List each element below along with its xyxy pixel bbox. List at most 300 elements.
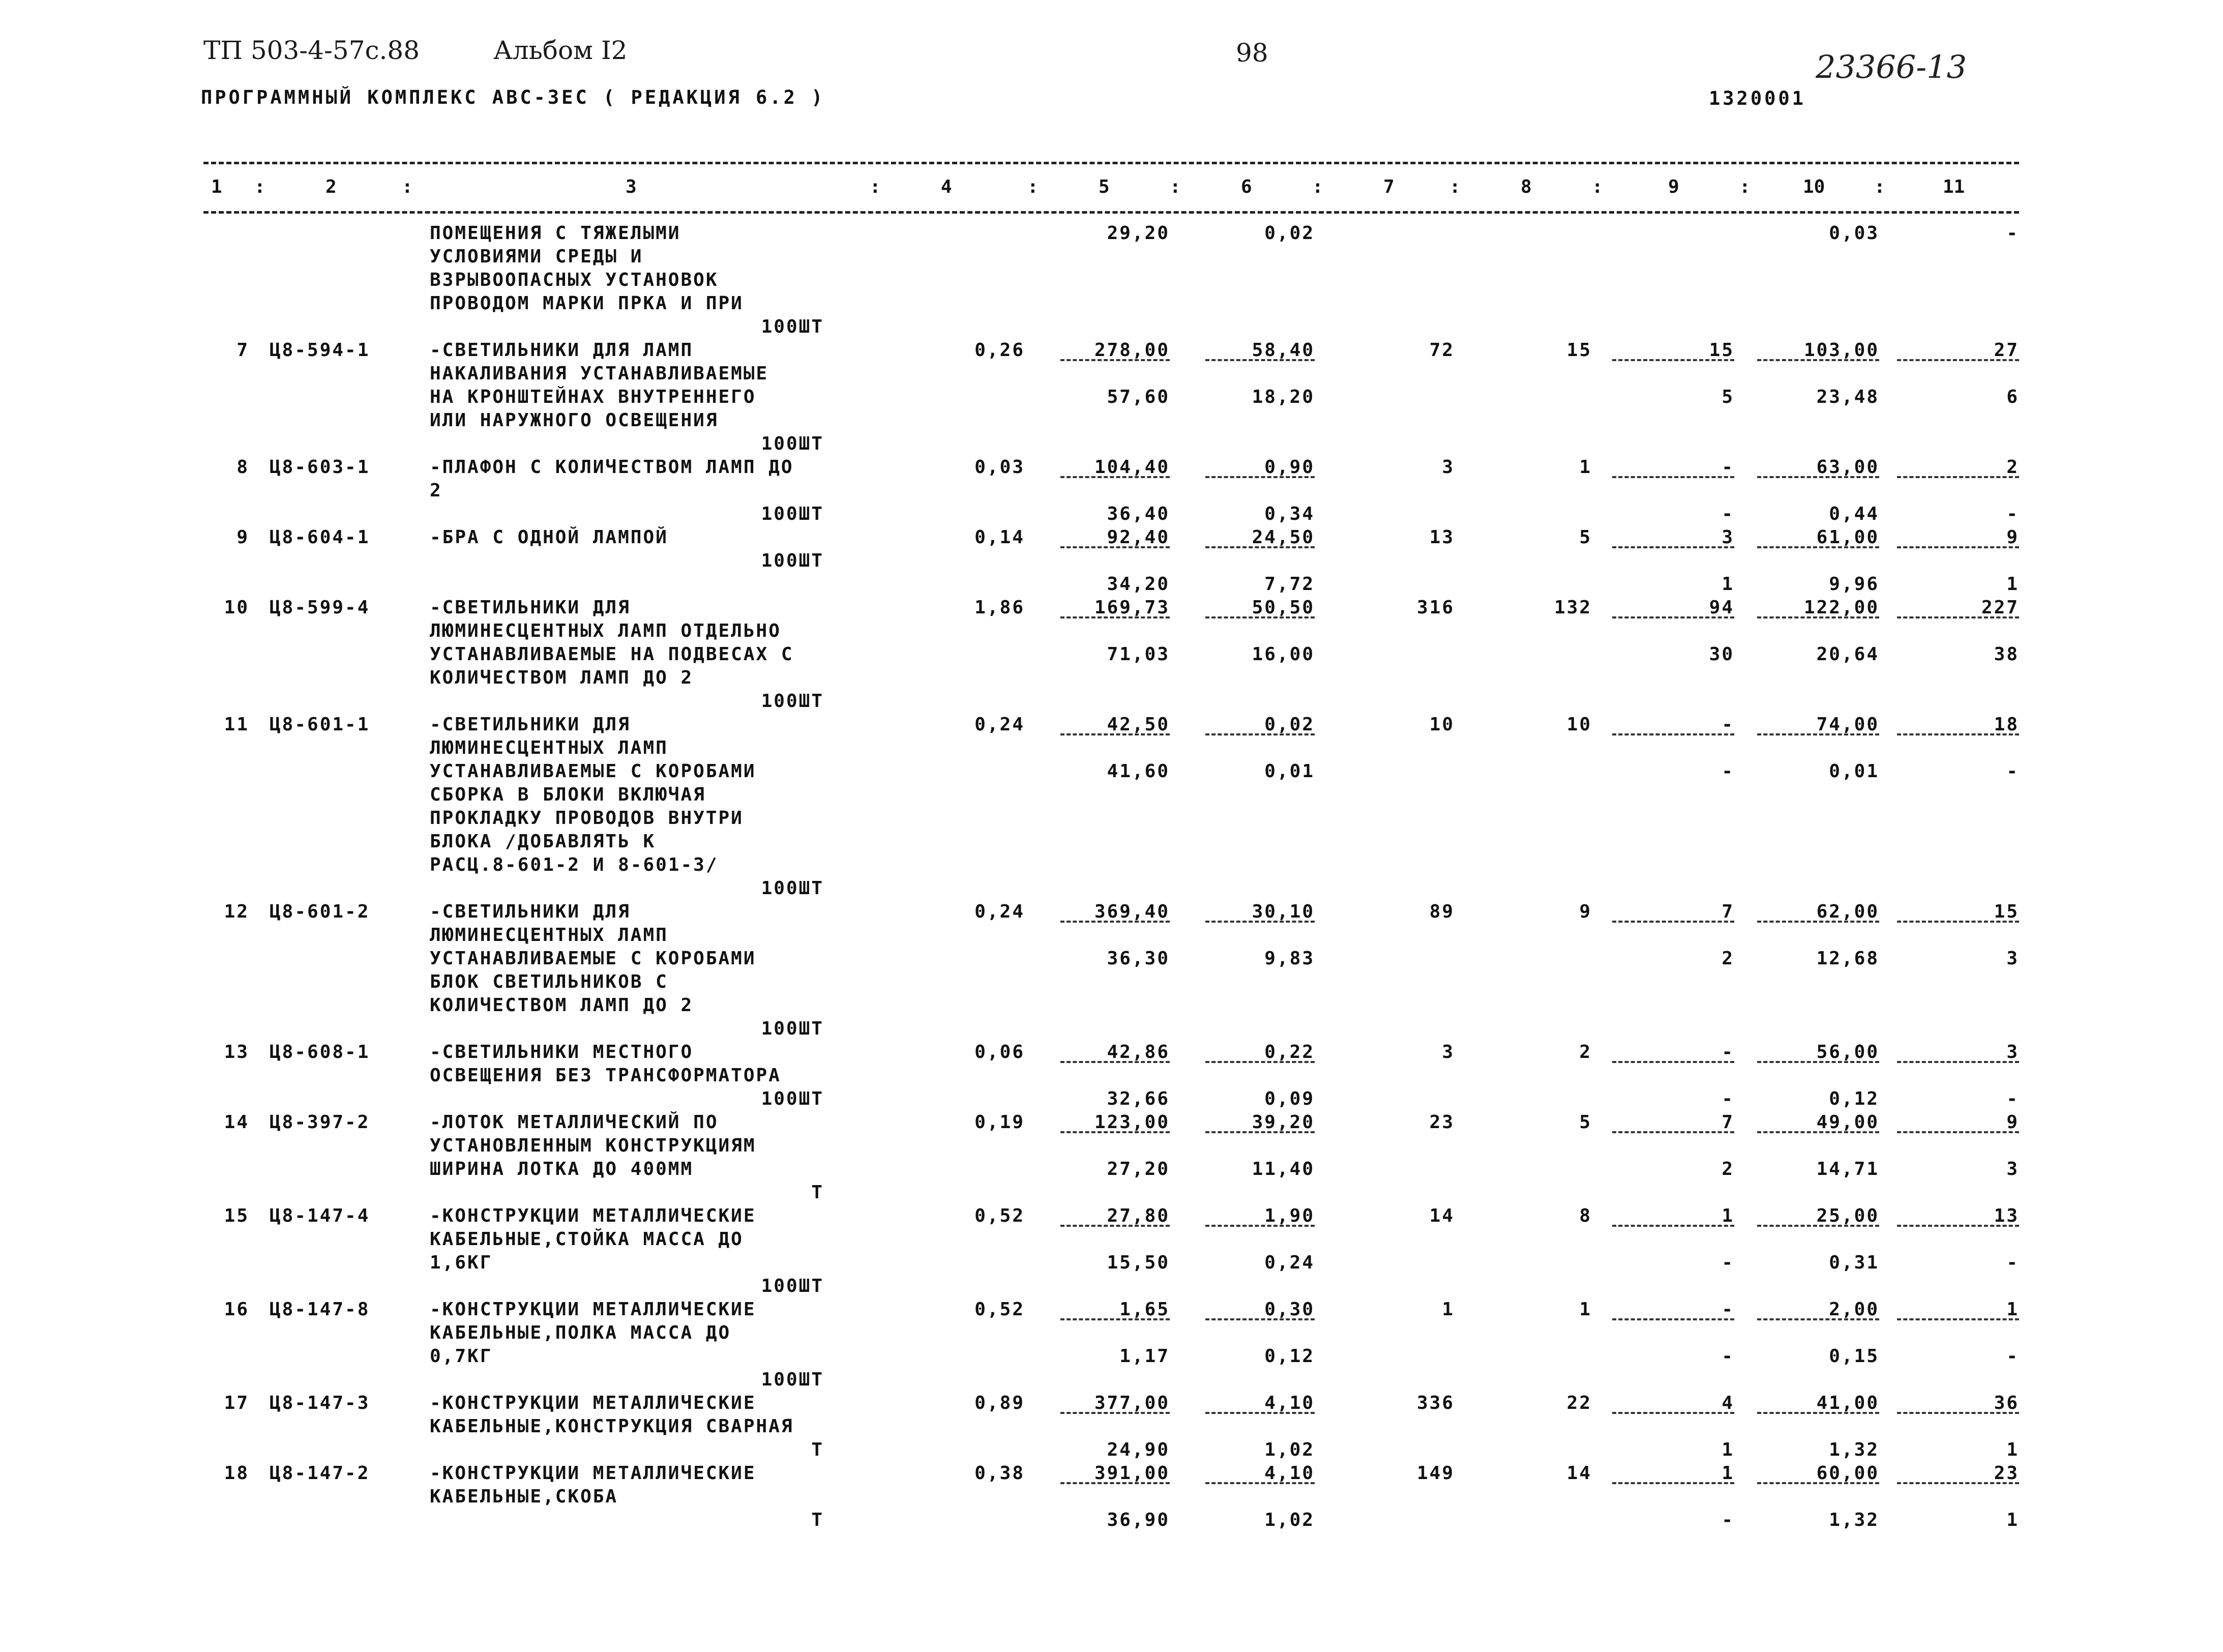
album-label: Альбом I2 (493, 36, 628, 65)
row-unit: Т (811, 1510, 824, 1530)
row-description-line: ЛЮМИНЕСЦЕНТНЫХ ЛАМП (430, 925, 668, 946)
row-number: 12 (224, 901, 249, 922)
value-separator (1060, 616, 1170, 618)
subvalue-col5: 32,66 (1107, 1088, 1170, 1109)
row-code: Ц8-599-4 (270, 597, 370, 618)
subvalue-col5: 71,03 (1107, 644, 1170, 665)
row-description-line: ОСВЕЩЕНИЯ БЕЗ ТРАНСФОРМАТОРА (430, 1065, 781, 1086)
value-col10: 61,00 (1816, 527, 1879, 548)
col-sep: : (1170, 176, 1181, 197)
col-10-label: 10 (1803, 176, 1825, 197)
row-code: Ц8-594-1 (270, 340, 370, 361)
row-number: 8 (236, 457, 249, 478)
value-separator (1897, 1131, 2019, 1133)
value-col5: 42,50 (1107, 714, 1170, 735)
value-col11: 15 (1994, 901, 2019, 922)
value-separator (1060, 1482, 1170, 1484)
row-code: Ц8-608-1 (270, 1042, 370, 1063)
value-col9: - (1722, 714, 1734, 735)
value-col11: 9 (2006, 527, 2019, 548)
subvalue-col10: 0,15 (1829, 1346, 1879, 1367)
row-description-line: УСТАНАВЛИВАЕМЫЕ С КОРОБАМИ (430, 761, 756, 782)
row-code: Ц8-147-4 (270, 1205, 370, 1226)
row-code: Ц8-601-2 (270, 901, 370, 922)
col-6-label: 6 (1241, 176, 1252, 197)
row-description-line: КОЛИЧЕСТВОМ ЛАМП ДО 2 (430, 995, 694, 1016)
value-separator (1060, 1061, 1170, 1063)
program-line: ПРОГРАММНЫЙ КОМПЛЕКС АВС-3ЕС ( РЕДАКЦИЯ 6.2 ) (201, 86, 825, 108)
value-col4: 0,52 (974, 1299, 1025, 1320)
value-col6: 24,50 (1252, 527, 1315, 548)
subvalue-col5: 41,60 (1107, 761, 1170, 782)
subvalue-col11: 1 (2006, 574, 2019, 595)
value-col6: 0,02 (1264, 223, 1315, 244)
col-4-label: 4 (941, 176, 952, 197)
value-col5: 369,40 (1094, 901, 1170, 922)
subvalue-col6: 0,09 (1264, 1088, 1315, 1109)
value-col5: 123,00 (1094, 1112, 1170, 1133)
value-col11: 3 (2006, 1042, 2019, 1063)
value-separator (1205, 1482, 1315, 1484)
col-sep: : (254, 176, 265, 197)
value-col7: 1 (1442, 1299, 1455, 1320)
row-description-line: НА КРОНШТЕЙНАХ ВНУТРЕННЕГО (430, 387, 756, 407)
value-separator (1612, 921, 1734, 923)
value-separator (1205, 1412, 1315, 1414)
value-col10: 25,00 (1816, 1205, 1879, 1226)
row-description-line: -СВЕТИЛЬНИКИ ДЛЯ ЛАМП (430, 340, 694, 361)
subvalue-col11: - (2006, 504, 2019, 524)
value-separator (1612, 733, 1734, 735)
subvalue-col9: - (1722, 1088, 1734, 1109)
value-separator (1897, 1482, 2019, 1484)
value-col9: 7 (1722, 1112, 1734, 1133)
subvalue-col9: 2 (1722, 1159, 1734, 1179)
row-code: Ц8-397-2 (270, 1112, 370, 1133)
value-separator (1757, 546, 1879, 548)
value-separator (1060, 359, 1170, 361)
value-separator (1897, 1061, 2019, 1063)
value-col4: 0,19 (974, 1112, 1025, 1133)
value-col10: 56,00 (1816, 1042, 1879, 1063)
subvalue-col5: 27,20 (1107, 1159, 1170, 1179)
row-unit: 100ШТ (761, 504, 824, 524)
col-sep: : (1739, 176, 1751, 197)
row-description-line: -КОНСТРУКЦИИ МЕТАЛЛИЧЕСКИЕ (430, 1463, 756, 1484)
program-code: 1320001 (1709, 87, 1806, 109)
value-separator (1060, 1131, 1170, 1133)
subvalue-col11: 1 (2006, 1510, 2019, 1530)
value-col11: 227 (1981, 597, 2019, 618)
value-col11: 23 (1994, 1463, 2019, 1484)
col-sep: : (870, 176, 881, 197)
row-description-line: УСТАНОВЛЕННЫМ КОНСТРУКЦИЯМ (430, 1135, 756, 1156)
value-separator (1612, 1061, 1734, 1063)
row-unit: 100ШТ (761, 1276, 824, 1296)
value-col4: 0,24 (974, 901, 1025, 922)
subvalue-col6: 11,40 (1252, 1159, 1315, 1179)
subvalue-col9: - (1722, 504, 1734, 524)
subvalue-col5: 1,17 (1119, 1346, 1170, 1367)
value-col4: 0,24 (974, 714, 1025, 735)
value-col5: 92,40 (1107, 527, 1170, 548)
subvalue-col11: 38 (1994, 644, 2019, 665)
value-col6: 0,22 (1264, 1042, 1315, 1063)
value-col10: 60,00 (1816, 1463, 1879, 1484)
value-col6: 0,02 (1264, 714, 1315, 735)
value-separator (1897, 1412, 2019, 1414)
value-col10: 103,00 (1803, 340, 1879, 361)
subvalue-col11: 3 (2006, 948, 2019, 969)
row-code: Ц8-601-1 (270, 714, 370, 735)
value-col8: 10 (1566, 714, 1592, 735)
value-col4: 0,14 (974, 527, 1025, 548)
subvalue-col9: - (1722, 1510, 1734, 1530)
value-col7: 336 (1416, 1393, 1455, 1413)
value-separator (1897, 359, 2019, 361)
subvalue-col9: - (1722, 1252, 1734, 1273)
row-unit: 100ШТ (761, 316, 824, 337)
col-9-label: 9 (1668, 176, 1679, 197)
subvalue-col5: 36,30 (1107, 948, 1170, 969)
value-separator (1897, 1318, 2019, 1320)
row-description-line: ПРОВОДОМ МАРКИ ПРКА И ПРИ (430, 293, 744, 314)
row-description-line: ЛЮМИНЕСЦЕНТНЫХ ЛАМП ОТДЕЛЬНО (430, 621, 781, 641)
handwritten-note: 23366-13 (1816, 48, 1967, 85)
col-7-label: 7 (1383, 176, 1395, 197)
row-number: 17 (224, 1393, 249, 1413)
value-col8: 8 (1579, 1205, 1592, 1226)
col-sep: : (1874, 176, 1885, 197)
subvalue-col6: 0,01 (1264, 761, 1315, 782)
subvalue-col11: - (2006, 761, 2019, 782)
row-description-line: КАБЕЛЬНЫЕ,КОНСТРУКЦИЯ СВАРНАЯ (430, 1416, 794, 1437)
value-separator (1612, 616, 1734, 618)
value-separator (1757, 1131, 1879, 1133)
col-sep: : (1312, 176, 1323, 197)
value-col8: 1 (1579, 1299, 1592, 1320)
value-separator (1205, 359, 1315, 361)
row-number: 15 (224, 1205, 249, 1226)
value-col7: 14 (1429, 1205, 1455, 1226)
row-number: 18 (224, 1463, 249, 1484)
row-code: Ц8-147-8 (270, 1299, 370, 1320)
value-col10: 41,00 (1816, 1393, 1879, 1413)
col-1-label: 1 (211, 176, 222, 197)
subvalue-col6: 0,34 (1264, 504, 1315, 524)
value-col7: 72 (1429, 340, 1455, 361)
value-separator (1757, 1318, 1879, 1320)
subvalue-col6: 9,83 (1264, 948, 1315, 969)
value-separator (1897, 1225, 2019, 1227)
row-description-line: КАБЕЛЬНЫЕ,СТОЙКА МАССА ДО (430, 1229, 744, 1250)
value-col9: 15 (1709, 340, 1734, 361)
value-col4: 0,52 (974, 1205, 1025, 1226)
value-col6: 1,90 (1264, 1205, 1315, 1226)
subvalue-col9: - (1722, 761, 1734, 782)
subvalue-col5: 15,50 (1107, 1252, 1170, 1273)
value-col11: 2 (2006, 457, 2019, 478)
subvalue-col5: 36,90 (1107, 1510, 1170, 1530)
row-code: Ц8-604-1 (270, 527, 370, 548)
value-separator (1612, 1131, 1734, 1133)
row-description-line: КАБЕЛЬНЫЕ,СКОБА (430, 1486, 618, 1507)
value-col5: 377,00 (1094, 1393, 1170, 1413)
value-col7: 149 (1416, 1463, 1455, 1484)
value-separator (1205, 546, 1315, 548)
value-col9: 3 (1722, 527, 1734, 548)
subvalue-col9: 1 (1722, 1439, 1734, 1460)
row-description-line: -ЛОТОК МЕТАЛЛИЧЕСКИЙ ПО (430, 1112, 719, 1133)
value-separator (1205, 1061, 1315, 1063)
value-separator (1897, 546, 2019, 548)
subvalue-col11: - (2006, 1252, 2019, 1273)
row-description-line: КОЛИЧЕСТВОМ ЛАМП ДО 2 (430, 667, 694, 688)
col-sep: : (1592, 176, 1603, 197)
value-col6: 0,30 (1264, 1299, 1315, 1320)
subvalue-col6: 0,12 (1264, 1346, 1315, 1367)
subvalue-col6: 7,72 (1264, 574, 1315, 595)
subvalue-col10: 20,64 (1816, 644, 1879, 665)
subvalue-col11: 1 (2006, 1439, 2019, 1460)
row-description-line: 0,7КГ (430, 1346, 493, 1367)
row-number: 16 (224, 1299, 249, 1320)
value-col5: 169,73 (1094, 597, 1170, 618)
value-separator (1205, 1131, 1315, 1133)
col-sep: : (1027, 176, 1039, 197)
col-sep: : (402, 176, 413, 197)
value-col6: 58,40 (1252, 340, 1315, 361)
value-separator (1612, 1318, 1734, 1320)
value-col10: 63,00 (1816, 457, 1879, 478)
value-separator (1757, 616, 1879, 618)
value-col5: 278,00 (1094, 340, 1170, 361)
value-col10: 49,00 (1816, 1112, 1879, 1133)
value-col9: 1 (1722, 1463, 1734, 1484)
value-col8: 2 (1579, 1042, 1592, 1063)
value-col7: 316 (1416, 597, 1455, 618)
subvalue-col10: 14,71 (1816, 1159, 1879, 1179)
value-col4: 0,26 (974, 340, 1025, 361)
subvalue-col5: 36,40 (1107, 504, 1170, 524)
subvalue-col9: 1 (1722, 574, 1734, 595)
value-col6: 39,20 (1252, 1112, 1315, 1133)
row-description-line: ИЛИ НАРУЖНОГО ОСВЕЩЕНИЯ (430, 410, 719, 431)
value-col11: 13 (1994, 1205, 2019, 1226)
value-col11: 27 (1994, 340, 2019, 361)
subvalue-col5: 57,60 (1107, 387, 1170, 407)
value-separator (1757, 476, 1879, 478)
row-description-line: НАКАЛИВАНИЯ УСТАНАВЛИВАЕМЫЕ (430, 363, 769, 384)
value-col5: 1,65 (1119, 1299, 1170, 1320)
row-number: 11 (224, 714, 249, 735)
subvalue-col6: 1,02 (1264, 1510, 1315, 1530)
value-col10: 2,00 (1829, 1299, 1879, 1320)
value-col9: 94 (1709, 597, 1734, 618)
subvalue-col10: 0,44 (1829, 504, 1879, 524)
row-description-line: УСТАНАВЛИВАЕМЫЕ НА ПОДВЕСАХ С (430, 644, 794, 665)
value-col11: 36 (1994, 1393, 2019, 1413)
subvalue-col10: 0,12 (1829, 1088, 1879, 1109)
value-col7: 10 (1429, 714, 1455, 735)
value-col7: 3 (1442, 1042, 1455, 1063)
value-col9: 1 (1722, 1205, 1734, 1226)
row-description-line: -КОНСТРУКЦИИ МЕТАЛЛИЧЕСКИЕ (430, 1299, 756, 1320)
row-description-line: -СВЕТИЛЬНИКИ ДЛЯ (430, 901, 631, 922)
subvalue-col5: 34,20 (1107, 574, 1170, 595)
subvalue-col10: 0,31 (1829, 1252, 1879, 1273)
subvalue-col11: 3 (2006, 1159, 2019, 1179)
row-description-line: БЛОКА /ДОБАВЛЯТЬ К (430, 831, 656, 852)
col-11-label: 11 (1943, 176, 1965, 197)
value-separator (1757, 1482, 1879, 1484)
value-col8: 5 (1579, 527, 1592, 548)
value-separator (1205, 1318, 1315, 1320)
value-separator (1757, 733, 1879, 735)
value-col7: 3 (1442, 457, 1455, 478)
row-number: 9 (236, 527, 249, 548)
value-col7: 89 (1429, 901, 1455, 922)
subvalue-col10: 23,48 (1816, 387, 1879, 407)
value-separator (1205, 616, 1315, 618)
value-col7: 23 (1429, 1112, 1455, 1133)
row-description-line: -СВЕТИЛЬНИКИ МЕСТНОГО (430, 1042, 694, 1063)
value-separator (1612, 1412, 1734, 1414)
value-col9: 7 (1722, 901, 1734, 922)
row-unit: 100ШТ (761, 433, 824, 454)
row-unit: Т (811, 1182, 824, 1203)
value-col6: 50,50 (1252, 597, 1315, 618)
row-description-line: БЛОК СВЕТИЛЬНИКОВ С (430, 971, 668, 992)
subvalue-col6: 18,20 (1252, 387, 1315, 407)
row-unit: 100ШТ (761, 1088, 824, 1109)
row-code: Ц8-147-3 (270, 1393, 370, 1413)
value-col8: 132 (1554, 597, 1592, 618)
row-description-line: ШИРИНА ЛОТКА ДО 400ММ (430, 1159, 694, 1179)
row-description-line: 2 (430, 480, 442, 501)
subvalue-col10: 1,32 (1829, 1510, 1879, 1530)
subvalue-col9: 5 (1722, 387, 1734, 407)
row-unit: 100ШТ (761, 691, 824, 712)
value-col8: 9 (1579, 901, 1592, 922)
value-col5: 29,20 (1107, 223, 1170, 244)
subvalue-col10: 9,96 (1829, 574, 1879, 595)
value-col9: - (1722, 1299, 1734, 1320)
value-col4: 0,03 (974, 457, 1025, 478)
row-unit: 100ШТ (761, 1018, 824, 1039)
subvalue-col6: 1,02 (1264, 1439, 1315, 1460)
value-col5: 27,80 (1107, 1205, 1170, 1226)
value-separator (1757, 921, 1879, 923)
value-separator (1205, 921, 1315, 923)
row-description-line: ЛЮМИНЕСЦЕНТНЫХ ЛАМП (430, 738, 668, 758)
value-separator (1060, 1412, 1170, 1414)
row-number: 10 (224, 597, 249, 618)
value-separator (1060, 1318, 1170, 1320)
value-col10: 62,00 (1816, 901, 1879, 922)
col-2-label: 2 (325, 176, 337, 197)
row-description-line: РАСЦ.8-601-2 И 8-601-3/ (430, 854, 719, 875)
row-description-line: ПОМЕЩЕНИЯ С ТЯЖЕЛЫМИ (430, 223, 681, 244)
subvalue-col11: - (2006, 1346, 2019, 1367)
row-description-line: ВЗРЫВООПАСНЫХ УСТАНОВОК (430, 270, 719, 290)
value-separator (1205, 733, 1315, 735)
value-col4: 1,86 (974, 597, 1025, 618)
value-separator (1205, 1225, 1315, 1227)
value-col11: 18 (1994, 714, 2019, 735)
row-description-line: ПРОКЛАДКУ ПРОВОДОВ ВНУТРИ (430, 808, 744, 829)
row-unit: 100ШТ (761, 878, 824, 899)
value-col5: 391,00 (1094, 1463, 1170, 1484)
value-separator (1060, 921, 1170, 923)
row-code: Ц8-147-2 (270, 1463, 370, 1484)
col-3-label: 3 (626, 176, 637, 197)
value-separator (1897, 733, 2019, 735)
row-description-line: КАБЕЛЬНЫЕ,ПОЛКА МАССА ДО (430, 1322, 731, 1343)
row-description-line: -КОНСТРУКЦИИ МЕТАЛЛИЧЕСКИЕ (430, 1393, 756, 1413)
row-description-line: УСТАНАВЛИВАЕМЫЕ С КОРОБАМИ (430, 948, 756, 969)
value-col8: 14 (1566, 1463, 1592, 1484)
row-unit: 100ШТ (761, 1369, 824, 1390)
value-col6: 0,90 (1264, 457, 1315, 478)
value-separator (1612, 546, 1734, 548)
value-col9: - (1722, 1042, 1734, 1063)
value-separator (1612, 1482, 1734, 1484)
value-col8: 5 (1579, 1112, 1592, 1133)
subvalue-col6: 16,00 (1252, 644, 1315, 665)
value-col8: 1 (1579, 457, 1592, 478)
subvalue-col11: 6 (2006, 387, 2019, 407)
row-number: 7 (236, 340, 249, 361)
project-code: ТП 503-4-57с.88 (203, 36, 420, 65)
value-separator (1757, 359, 1879, 361)
row-unit: 100ШТ (761, 550, 824, 571)
value-separator (1060, 1225, 1170, 1227)
value-col10: 0,03 (1829, 223, 1879, 244)
row-description-line: -КОНСТРУКЦИИ МЕТАЛЛИЧЕСКИЕ (430, 1205, 756, 1226)
value-separator (1897, 921, 2019, 923)
value-col6: 4,10 (1264, 1463, 1315, 1484)
page-number: 98 (1236, 38, 1268, 68)
row-description-line: 1,6КГ (430, 1252, 493, 1273)
row-number: 13 (224, 1042, 249, 1063)
value-col11: 1 (2006, 1299, 2019, 1320)
value-separator (1205, 476, 1315, 478)
row-code: Ц8-603-1 (270, 457, 370, 478)
row-description-line: -БРА С ОДНОЙ ЛАМПОЙ (430, 527, 668, 548)
subvalue-col11: - (2006, 1088, 2019, 1109)
row-description-line: УСЛОВИЯМИ СРЕДЫ И (430, 246, 643, 267)
row-description-line: СБОРКА В БЛОКИ ВКЛЮЧАЯ (430, 784, 706, 805)
value-separator (1612, 1225, 1734, 1227)
subvalue-col5: 24,90 (1107, 1439, 1170, 1460)
row-description-line: -СВЕТИЛЬНИКИ ДЛЯ (430, 597, 631, 618)
value-col6: 30,10 (1252, 901, 1315, 922)
value-col6: 4,10 (1264, 1393, 1315, 1413)
value-separator (1612, 476, 1734, 478)
value-separator (1757, 1412, 1879, 1414)
value-col4: 0,38 (974, 1463, 1025, 1484)
subvalue-col10: 1,32 (1829, 1439, 1879, 1460)
value-col9: - (1722, 457, 1734, 478)
col-sep: : (1449, 176, 1461, 197)
row-number: 14 (224, 1112, 249, 1133)
col-5-label: 5 (1099, 176, 1110, 197)
value-separator (1612, 359, 1734, 361)
value-col4: 0,06 (974, 1042, 1025, 1063)
value-col10: 74,00 (1816, 714, 1879, 735)
subvalue-col10: 12,68 (1816, 948, 1879, 969)
